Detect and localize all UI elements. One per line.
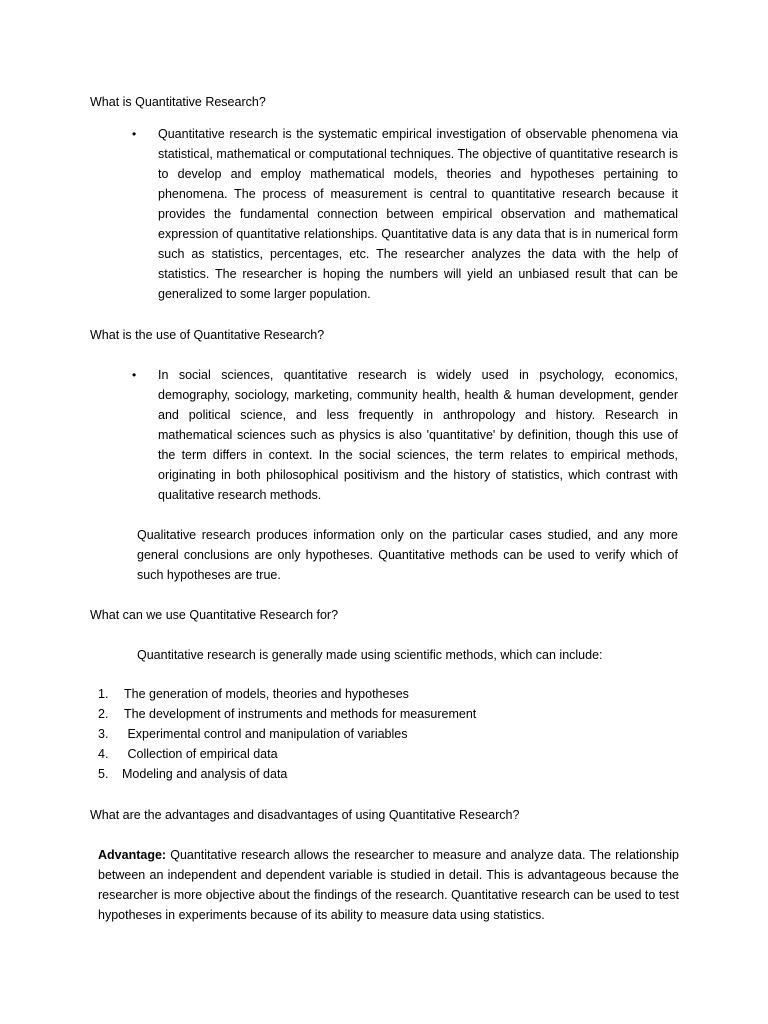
list-item: 4. Collection of empirical data <box>98 747 278 761</box>
heading-what-is-quantitative-research: What is Quantitative Research? <box>90 95 266 109</box>
bullet-icon: • <box>132 127 137 141</box>
methods-list <box>98 684 476 784</box>
heading-use-of-quantitative-research: What is the use of Quantitative Research? <box>90 328 325 342</box>
list-item: 3. Experimental control and manipulation of variables <box>98 727 408 741</box>
heading-advantages-disadvantages: What are the advantages and disadvantages of using Quantitative Research? <box>90 808 520 822</box>
advantage-text: Quantitative research allows the researcher to measure and analyze data. The relationship between an independent and dependent variable is studied in detail. This is advantageous because the researcher is more objective about the findings of the research. Quantitative research can be used to test hypotheses in experiments because of its ability to measure data using statistics. <box>98 848 679 922</box>
qualitative-comparison-paragraph: Qualitative research produces information only on the particular cases studied, and any more general conclusions are only hypotheses. Quantitative methods can be used to verify which of such hypotheses are true. <box>137 528 678 582</box>
list-item: 5. Modeling and analysis of data <box>98 767 288 781</box>
definition-paragraph: Quantitative research is the systematic empirical investigation of observable phenomena via statistical, mathematical or computational techniques. The objective of quantitative research is to develop and employ mathematical models, theories and hypotheses pertaining to phenomena. The process of measurement is central to quantitative research because it provides the fundamental connection between empirical observation and mathematical expression of quantitative relationships. Quantitative data is any data that is in numerical form such as statistics, percentages, etc. The researcher analyzes the data with the help of statistics. The researcher is hoping the numbers will yield an unbiased result that can be generalized to some larger population. <box>158 127 678 301</box>
uses-paragraph: In social sciences, quantitative research is widely used in psychology, economics, demography, sociology, marketing, community health, health & human development, gender and political science, and less frequently in anthropology and history. Research in mathematical sciences such as physics is also 'quantitative' by definition, though this use of the term differs in context. In the social sciences, the term relates to empirical methods, originating in both philosophical positivism and the history of statistics, which contrast with qualitative research methods. <box>158 368 678 502</box>
bullet-icon: • <box>132 368 137 382</box>
list-item: 2. The development of instruments and methods for measurement <box>98 707 477 721</box>
heading-what-can-we-use-for: What can we use Quantitative Research for? <box>90 608 339 622</box>
methods-intro: Quantitative research is generally made using scientific methods, which can include: <box>137 648 603 662</box>
list-item: 1. The generation of models, theories and hypotheses <box>98 687 409 701</box>
advantage-paragraph <box>98 845 679 925</box>
advantage-label: Advantage: <box>98 848 167 862</box>
